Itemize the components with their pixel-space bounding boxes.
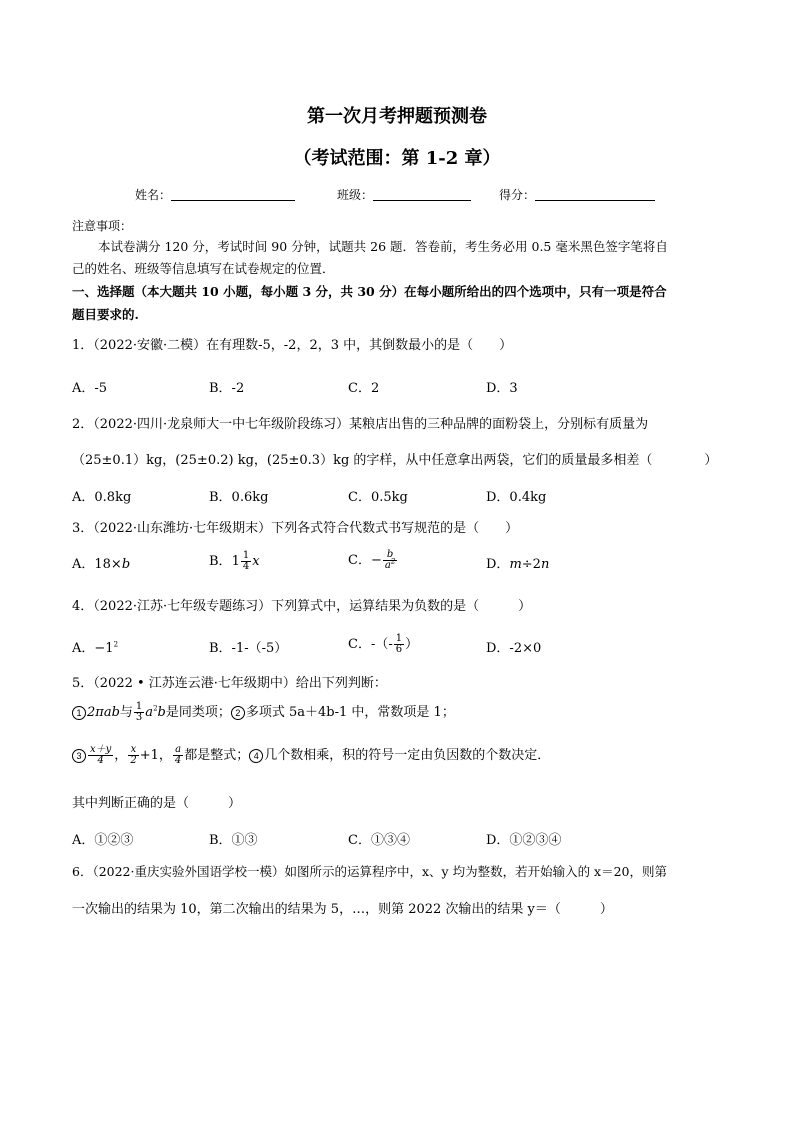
option-b-whole: 1 <box>231 554 240 569</box>
notice-line-1: 本试卷满分 120 分，考试时间 90 分钟，试题共 26 题．答卷前，考生务必用 0.5 毫米黑色签字笔将自 <box>98 239 668 254</box>
question-5-judgement-line-1: 1 2πab与 $\frac{1}{3}$ $a^2b$是同类项； 2 多项式 5a＋4b-1 中，常数项是 1； <box>72 702 455 723</box>
notice-line-2: 己的姓名、班级等信息填写在试卷规定的位置． <box>72 261 335 276</box>
fraction-one-third: $\frac{1}{3}$ <box>135 701 143 723</box>
option-a-expr: 18× <box>94 557 122 572</box>
class-blank[interactable] <box>373 187 471 201</box>
question-1-option-c[interactable]: C．2 <box>348 381 380 396</box>
score-field <box>499 187 655 201</box>
question-6-stem-line-2: 一次输出的结果为 10，第二次输出的结果为 5，…，则第 2022 次输出的结果 y＝（ ） <box>72 902 613 917</box>
name-field <box>135 187 295 201</box>
question-5-judge-prompt: 其中判断正确的是（ ） <box>72 796 242 811</box>
option-a-label: A． <box>72 557 95 572</box>
question-4-option-c[interactable]: C．-（- $\frac{1}{6}$ ） <box>348 633 419 655</box>
exam-title: 第一次月考押题预测卷 <box>307 106 487 127</box>
circle-1: 1 <box>72 706 86 720</box>
question-5-option-b[interactable]: B．①③ <box>209 833 258 848</box>
question-1-option-d[interactable]: D．3 <box>486 381 518 396</box>
question-3-stem: 3．（2022·山东潍坊·七年级期末）下列各式符合代数式书写规范的是（ ） <box>72 521 519 536</box>
class-label: 班级： <box>337 188 374 202</box>
question-5-option-a[interactable]: A．①②③ <box>72 833 134 848</box>
option-b-fraction: $\frac{1}{4}$ <box>242 550 250 572</box>
circle-4: 4 <box>249 749 263 763</box>
section-heading-line-1: 一、选择题（本大题共 10 小题，每小题 3 分，共 30 分）在每小题所给出的四个选项中，只有一项是符合 <box>72 284 667 299</box>
question-2-option-a[interactable]: A．0.8kg <box>72 490 132 505</box>
question-5-stem: 5．（2022 • 江苏连云港·七年级期中）给出下列判断： <box>72 676 387 691</box>
exam-subtitle: （考试范围：第 1-2 章） <box>293 148 501 169</box>
question-4-stem: 4．（2022·江苏·七年级专题练习）下列算式中，运算结果为负数的是（ ） <box>72 599 532 614</box>
question-1-option-a[interactable]: A．-5 <box>72 381 108 396</box>
question-4-option-d[interactable]: D．-2×0 <box>486 641 542 656</box>
question-3-option-a[interactable]: A．18×b <box>72 557 131 572</box>
question-4-option-b[interactable]: B．-1-（-5） <box>209 641 288 656</box>
name-blank[interactable] <box>171 187 295 201</box>
question-3-option-b[interactable]: B．1 $\frac{1}{4}$ x <box>209 550 260 572</box>
section-heading-line-2: 题目要求的. <box>72 307 139 322</box>
question-1-option-b[interactable]: B．-2 <box>209 381 245 396</box>
question-3-option-c[interactable]: C．− $\frac{b}{a^2}$ <box>348 549 396 571</box>
question-2-option-d[interactable]: D．0.4kg <box>486 490 547 505</box>
question-3-option-d[interactable]: D．m÷2n <box>486 557 550 572</box>
option-c-fraction: $\frac{1}{6}$ <box>395 633 403 655</box>
question-5-judgement-line-2: 3 $\frac{x+y}{4}$ ， $\frac{x}{2}$ +1， $\frac{a}{4}$ 都是整式； 4 几个数相乘，积的符号一定由负因数的个数决定． <box>72 745 550 766</box>
option-c-fraction: $\frac{b}{a^2}$ <box>384 549 396 571</box>
class-field <box>337 187 471 201</box>
question-4-option-a[interactable]: A．$-1^2$ <box>72 640 119 656</box>
question-5-option-c[interactable]: C．①③④ <box>348 833 410 848</box>
option-b-label: B． <box>209 554 232 569</box>
question-1-stem: 1．（2022·安徽·二模）在有理数-5，-2，2，3 中，其倒数最小的是（ ） <box>72 338 513 353</box>
score-label: 得分： <box>499 188 536 202</box>
question-2-stem-line-2: （25±0.1）kg，(25±0.2) kg，(25±0.3）kg 的字样，从中任意拿出两袋，它们的质量最多相差（ ） <box>72 453 718 468</box>
name-label: 姓名： <box>135 188 172 202</box>
option-d-label: D． <box>486 557 510 572</box>
question-6-stem-line-1: 6．（2022·重庆实验外国语学校一模）如图所示的运算程序中，x、y 均为整数，若开始输入的 x＝20，则第 <box>72 864 668 879</box>
question-2-option-c[interactable]: C．0.5kg <box>348 490 408 505</box>
score-blank[interactable] <box>535 187 655 201</box>
option-c-label: C． <box>348 553 371 568</box>
circle-3: 3 <box>72 749 86 763</box>
question-2-option-b[interactable]: B．0.6kg <box>209 490 269 505</box>
notice-heading: 注意事项： <box>72 219 133 233</box>
question-5-option-d[interactable]: D．①②③④ <box>486 833 562 848</box>
circle-2: 2 <box>231 706 245 720</box>
question-2-stem-line-1: 2．（2022·四川·龙泉师大一中七年级阶段练习）某粮店出售的三种品牌的面粉袋上，分别标有质量为 <box>72 417 649 432</box>
